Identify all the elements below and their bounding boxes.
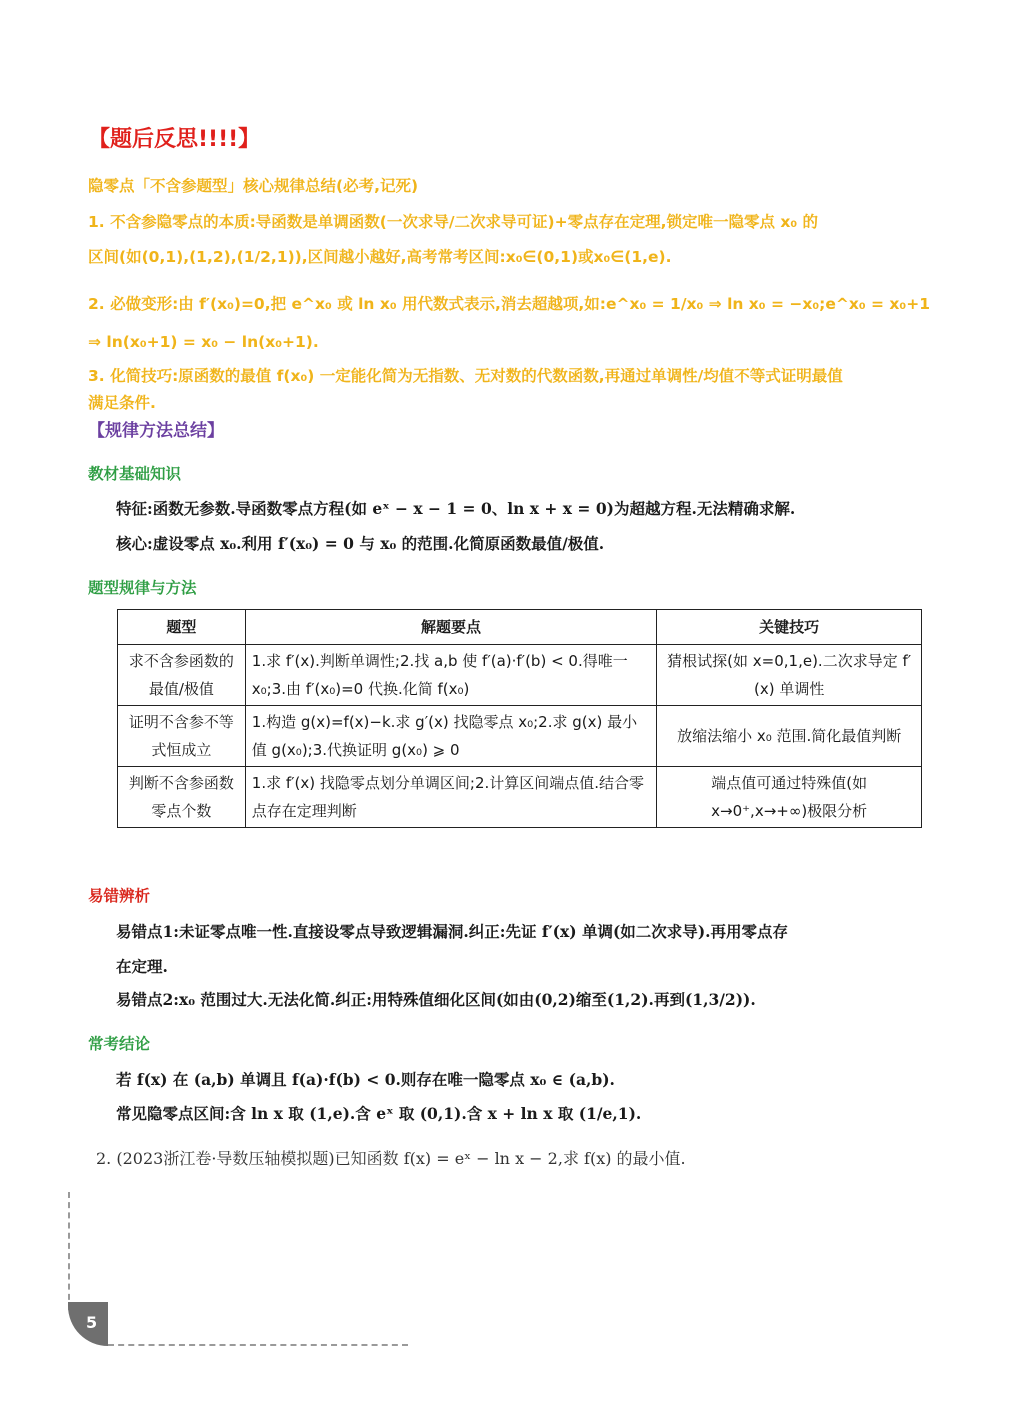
row-tips: 端点值可通过特殊值(如 x→0⁺,x→+∞)极限分析 — [657, 767, 922, 828]
table-header-type: 题型 — [118, 610, 246, 645]
row-tips: 猜根试探(如 x=0,1,e).二次求导定 f′(x) 单调性 — [657, 645, 922, 706]
table-row — [118, 767, 922, 828]
row-type: 证明不含参不等式恒成立 — [118, 706, 246, 767]
bottom-dashed-line — [108, 1344, 408, 1346]
table-header-tips: 关键技巧 — [657, 610, 922, 645]
basics-core: 核心:虚设零点 x₀.利用 f′(x₀) = 0 与 x₀ 的范围.化简原函数最值/极值. — [116, 534, 605, 553]
method-table — [117, 609, 922, 828]
point-2-line-2: ⇒ ln(x₀+1) = x₀ − ln(x₀+1). — [88, 333, 319, 351]
basics-feature: 特征:函数无参数.导函数零点方程(如 eˣ − x − 1 = 0、ln x + x = 0)为超越方程.无法精确求解. — [116, 499, 796, 518]
error-1-line-1: 易错点1:未证零点唯一性.直接设零点导致逻辑漏洞.纠正:先证 f′(x) 单调(如二次求导).再用零点存 — [116, 922, 789, 941]
table-header-points: 解题要点 — [245, 610, 657, 645]
conclusions-heading: 常考结论 — [88, 1035, 151, 1053]
margin-dashed-line — [68, 1192, 70, 1310]
reflection-title: 【题后反思!!!!】 — [88, 127, 261, 152]
point-3-line-1: 3. 化简技巧:原函数的最值 f(x₀) 一定能化简为无指数、无对数的代数函数,再通过单调性/均值不等式证明最值 — [88, 367, 843, 385]
row-tips: 放缩法缩小 x₀ 范围.简化最值判断 — [657, 706, 922, 767]
row-points: 1.求 f′(x) 找隐零点划分单调区间;2.计算区间端点值.结合零点存在定理判断 — [245, 767, 657, 828]
basics-heading: 教材基础知识 — [88, 465, 182, 483]
row-points: 1.构造 g(x)=f(x)−k.求 g′(x) 找隐零点 x₀;2.求 g(x) 最小值 g(x₀);3.代换证明 g(x₀) ⩾ 0 — [245, 706, 657, 767]
error-1-line-2: 在定理. — [116, 957, 168, 976]
point-1-line-1: 1. 不含参隐零点的本质:导函数是单调函数(一次求导/二次求导可证)+零点存在定理,锁定唯一隐零点 x₀ 的 — [88, 213, 819, 231]
point-3-line-2: 满足条件. — [88, 394, 156, 412]
error-2: 易错点2:x₀ 范围过大.无法化简.纠正:用特殊值细化区间(如由(0,2)缩至(1,2).再到(1,3/2)). — [116, 990, 756, 1009]
method-summary-title: 【规律方法总结】 — [88, 421, 224, 441]
row-type: 判断不含参函数零点个数 — [118, 767, 246, 828]
summary-heading: 隐零点「不含参题型」核心规律总结(必考,记死) — [88, 177, 419, 195]
rules-heading: 题型规律与方法 — [88, 579, 197, 597]
row-type: 求不含参函数的最值/极值 — [118, 645, 246, 706]
page-number: 5 — [86, 1313, 98, 1332]
table-row — [118, 706, 922, 767]
point-1-line-2: 区间(如(0,1),(1,2),(1/2,1)),区间越小越好,高考常考区间:x₀∈(0,1)或x₀∈(1,e). — [88, 248, 672, 266]
errors-heading: 易错辨析 — [88, 887, 151, 905]
table-row — [118, 645, 922, 706]
conclusion-2: 常见隐零点区间:含 ln x 取 (1,e).含 eˣ 取 (0,1).含 x + ln x 取 (1/e,1). — [116, 1104, 642, 1123]
point-2-line-1: 2. 必做变形:由 f′(x₀)=0,把 e^x₀ 或 ln x₀ 用代数式表示,消去超越项,如:e^x₀ = 1/x₀ ⇒ ln x₀ = −x₀;e^x₀ = x₀+1 — [88, 295, 930, 313]
conclusion-1: 若 f(x) 在 (a,b) 单调且 f(a)·f(b) < 0.则存在唯一隐零点 x₀ ∈ (a,b). — [116, 1070, 615, 1089]
question-2: 2. (2023浙江卷·导数压轴模拟题)已知函数 f(x) = eˣ − ln x − 2,求 f(x) 的最小值. — [96, 1149, 686, 1168]
row-points: 1.求 f′(x).判断单调性;2.找 a,b 使 f′(a)·f′(b) < 0.得唯一 x₀;3.由 f′(x₀)=0 代换.化简 f(x₀) — [245, 645, 657, 706]
